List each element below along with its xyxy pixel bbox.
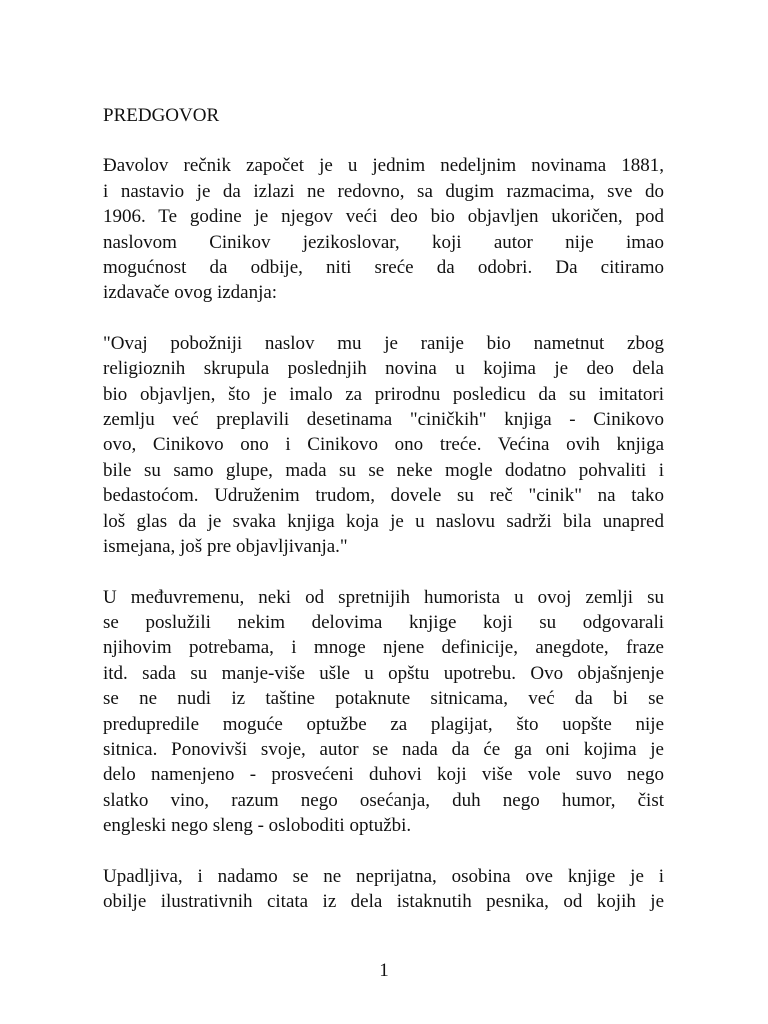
text-line: zemlju već preplavili desetinama "ciničkih" knjiga - Cinikovo — [103, 409, 664, 431]
text-line: se poslužili nekim delovima knjige koji su odgovarali — [103, 611, 664, 633]
page-number: 1 — [379, 960, 389, 981]
text-line: naslovom Cinikov jezikoslovar, koji autor nije imao — [103, 231, 664, 253]
text-line: engleski nego sleng - osloboditi optužbi. — [103, 815, 412, 837]
text-line: bio objavljen, što je imalo za prirodnu posledicu da su imitatori — [103, 383, 664, 405]
text-line: se ne nudi iz taštine potaknute sitnicama, već da bi se — [103, 688, 664, 710]
paragraph — [103, 585, 664, 839]
text-line: delo namenjeno - prosvećeni duhovi koji više vole suvo nego — [103, 764, 664, 786]
text-line: 1906. Te godine je njegov veći deo bio objavljen ukoričen, pod — [103, 206, 664, 228]
text-line: njihovim potrebama, i mnoge njene definicije, anegdote, fraze — [103, 637, 664, 659]
text-line: obilje ilustrativnih citata iz dela istaknutih pesnika, od kojih je — [103, 890, 664, 912]
text-line: Đavolov rečnik započet je u jednim nedeljnim novinama 1881, — [103, 155, 664, 177]
text-line: Upadljiva, i nadamo se ne neprijatna, osobina ove knjige je i — [103, 865, 664, 887]
document-body — [103, 103, 664, 939]
text-line: U međuvremenu, neki od spretnijih humorista u ovoj zemlji su — [103, 586, 664, 608]
text-line: itd. sada su manje-više ušle u opštu upotrebu. Ovo objašnjenje — [103, 662, 664, 684]
text-line: religioznih skrupula poslednjih novina u kojima je deo dela — [103, 358, 664, 380]
paragraph — [103, 153, 664, 305]
text-line: predupredile moguće optužbe za plagijat, što uopšte nije — [103, 713, 664, 735]
text-line: i nastavio je da izlazi ne redovno, sa dugim razmacima, sve do — [103, 180, 664, 202]
paragraph-container — [103, 153, 664, 914]
paragraph — [103, 864, 664, 915]
text-line: ismejana, još pre objavljivanja." — [103, 536, 348, 558]
text-line: ovo, Cinikovo ono i Cinikovo ono treće. Većina ovih knjiga — [103, 434, 664, 456]
text-line: bedastoćom. Udruženim trudom, dovele su reč "cinik" na tako — [103, 485, 664, 507]
paragraph — [103, 331, 664, 560]
text-line: bile su samo glupe, mada su se neke mogle dodatno pohvaliti i — [103, 459, 664, 481]
document-heading: PREDGOVOR — [103, 105, 220, 126]
text-line: izdavače ovog izdanja: — [103, 282, 278, 304]
text-line: mogućnost da odbije, niti sreće da odobri. Da citiramo — [103, 257, 664, 279]
text-line: slatko vino, razum nego osećanja, duh nego humor, čist — [103, 789, 664, 811]
text-line: loš glas da je svaka knjiga koja je u naslovu sadrži bila unapred — [103, 510, 664, 532]
text-line: "Ovaj pobožniji naslov mu je ranije bio nametnut zbog — [103, 332, 664, 354]
text-line: sitnica. Ponovivši svoje, autor se nada da će ga oni kojima je — [103, 738, 664, 760]
